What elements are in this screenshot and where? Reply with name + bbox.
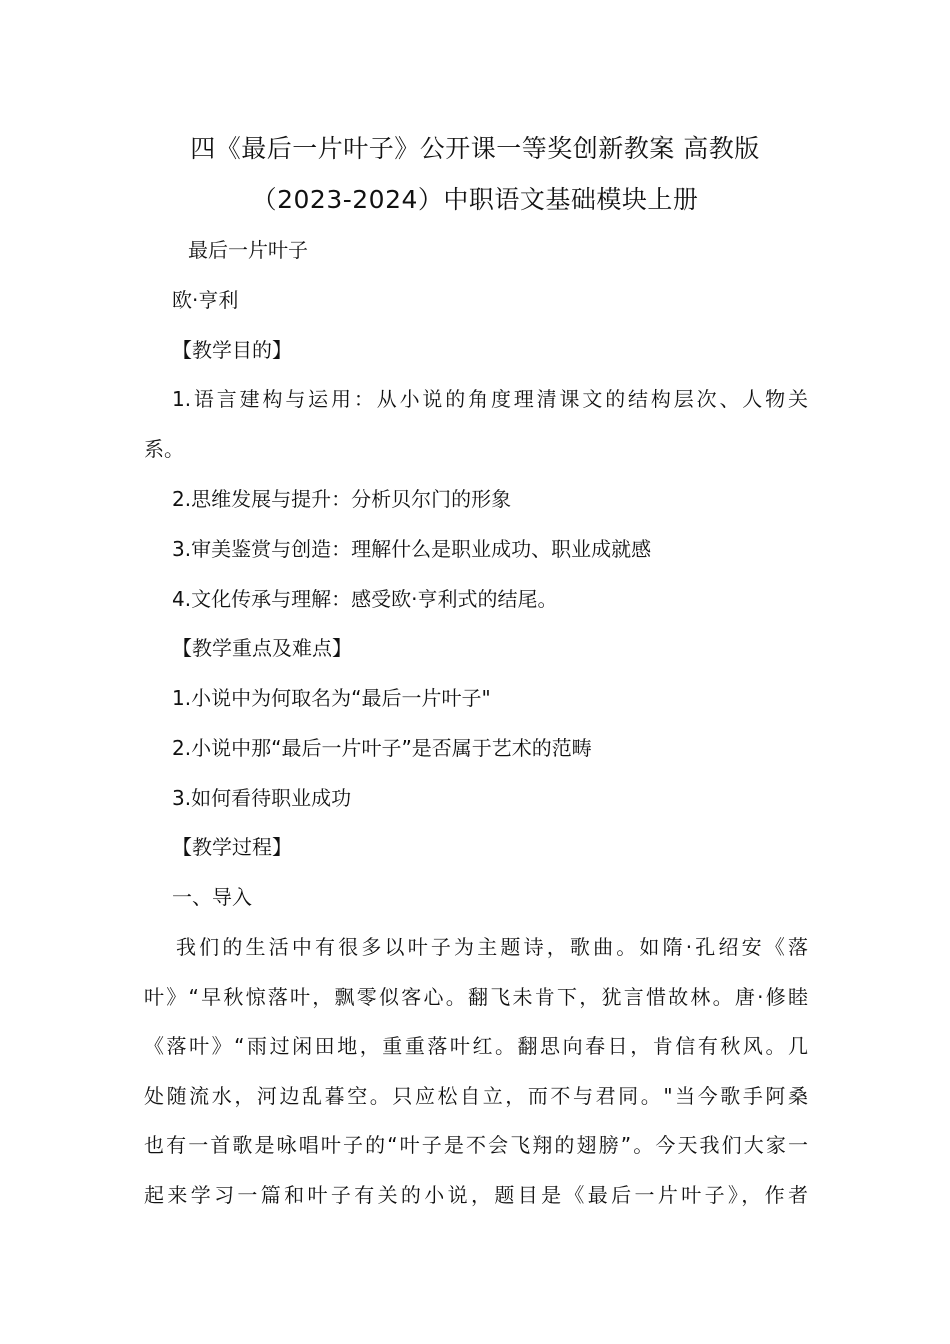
intro-paragraph-line: 起来学习一篇和叶子有关的小说，题目是《最后一片叶子》，作者 — [144, 1183, 808, 1207]
objective-1-line-2: 系。 — [144, 437, 184, 461]
document-title-line-2: （2023-2024）中职语文基础模块上册 — [251, 185, 699, 214]
key-point-3: 3.如何看待职业成功 — [172, 786, 352, 810]
objective-3: 3.审美鉴赏与创造：理解什么是职业成功、职业成就感 — [172, 537, 652, 561]
heading-intro: 一、导入 — [172, 885, 252, 909]
document-title-line-1: 四《最后一片叶子》公开课一等奖创新教案 高教版 — [190, 134, 760, 163]
heading-key-points: 【教学重点及难点】 — [172, 636, 352, 660]
text-subtitle: 最后一片叶子 — [188, 238, 308, 262]
intro-paragraph-line: 处随流水，河边乱暮空。只应松自立，而不与君同。"当今歌手阿桑 — [144, 1084, 808, 1108]
objective-1-line-1: 1.语言建构与运用：从小说的角度理清课文的结构层次、人物关 — [172, 387, 808, 411]
intro-paragraph-line: 也有一首歌是咏唱叶子的“叶子是不会飞翔的翅膀”。今天我们大家一 — [144, 1133, 808, 1157]
intro-paragraph-line: 叶》“早秋惊落叶，飘零似客心。翻飞未肯下，犹言惜故林。唐·修睦 — [144, 985, 808, 1009]
objective-4: 4.文化传承与理解：感受欧·亨利式的结尾。 — [172, 587, 558, 611]
key-point-2: 2.小说中那“最后一片叶子”是否属于艺术的范畴 — [172, 736, 592, 760]
heading-objectives: 【教学目的】 — [172, 338, 292, 362]
objective-2: 2.思维发展与提升：分析贝尔门的形象 — [172, 487, 512, 511]
key-point-1: 1.小说中为何取名为“最后一片叶子" — [172, 686, 491, 710]
heading-process: 【教学过程】 — [172, 835, 292, 859]
intro-paragraph-line: 《落叶》“雨过闲田地，重重落叶红。翻思向春日，肯信有秋风。几 — [144, 1034, 808, 1058]
intro-paragraph-line: 我们的生活中有很多以叶子为主题诗，歌曲。如隋·孔绍安《落 — [176, 935, 808, 959]
text-author: 欧·亨利 — [172, 288, 239, 312]
